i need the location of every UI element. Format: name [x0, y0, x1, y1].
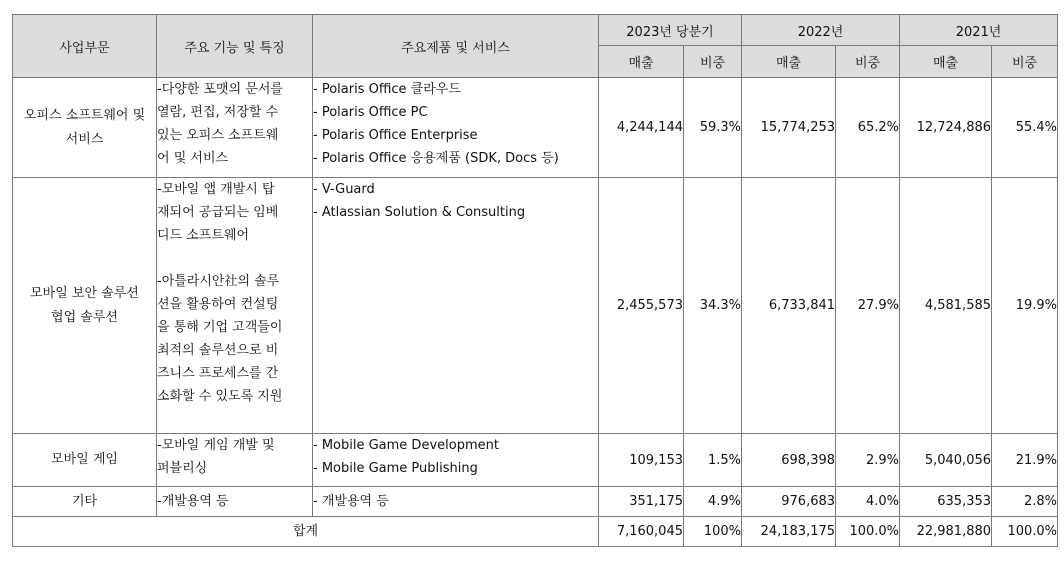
feature-spacer — [157, 247, 312, 270]
feature-line: 최적의 솔루션으로 비 — [157, 343, 279, 358]
sales-2021: 4,581,585 — [900, 178, 992, 434]
header-share-2023: 비중 — [684, 46, 742, 78]
segment-line: 오피스 소프트웨어 및 — [23, 107, 146, 123]
segment-cell: 모바일 게임 — [13, 434, 157, 487]
share-2022: 2.9% — [836, 434, 900, 487]
sales-2021: 635,353 — [900, 487, 992, 517]
total-sales-2021: 22,981,880 — [900, 517, 992, 547]
products-cell — [313, 178, 599, 434]
sales-2021: 12,724,886 — [900, 78, 992, 178]
feature-line: 재되어 공급되는 임베 — [157, 205, 279, 220]
feature-line: 있는 오피스 소프트웨 — [157, 128, 279, 143]
segment-line: 모바일 보안 솔루션 — [30, 285, 139, 301]
features-cell — [157, 78, 313, 178]
share-2021: 21.9% — [992, 434, 1058, 487]
share-2022: 27.9% — [836, 178, 900, 434]
total-share-2022: 100.0% — [836, 517, 900, 547]
products-cell — [313, 78, 599, 178]
features-cell — [157, 178, 313, 434]
share-2023: 34.3% — [684, 178, 742, 434]
share-2021: 19.9% — [992, 178, 1058, 434]
sales-2023: 4,244,144 — [599, 78, 684, 178]
header-2021: 2021년 — [900, 15, 1058, 46]
share-2021: 2.8% — [992, 487, 1058, 517]
share-2023: 1.5% — [684, 434, 742, 487]
segment-line: 협업 솔루션 — [51, 309, 118, 325]
total-label: 합계 — [13, 517, 599, 547]
product-line: - Polaris Office PC — [313, 105, 428, 120]
feature-line: 소화할 수 있도록 지원 — [157, 389, 283, 404]
header-2022: 2022년 — [742, 15, 900, 46]
feature-line: 디드 소프트웨어 — [157, 228, 250, 243]
product-line: - Mobile Game Development — [313, 438, 499, 453]
segment-cell: 기타 — [13, 487, 157, 517]
header-sales-2022: 매출 — [742, 46, 836, 78]
business-segment-table — [12, 14, 1058, 547]
header-products: 주요제품 및 서비스 — [313, 15, 599, 78]
table-row-mobile-game — [13, 434, 1058, 487]
total-share-2023: 100% — [684, 517, 742, 547]
total-share-2021: 100.0% — [992, 517, 1058, 547]
feature-line: -아틀라시안社의 솔루 — [157, 274, 280, 289]
sales-2022: 976,683 — [742, 487, 836, 517]
products-cell — [313, 434, 599, 487]
segment-cell — [13, 178, 157, 434]
header-share-2022: 비중 — [836, 46, 900, 78]
table-row-office — [13, 78, 1058, 178]
product-line: - Polaris Office 응용제품 (SDK, Docs 등) — [313, 151, 559, 166]
feature-line: -모바일 앱 개발시 탑 — [157, 182, 275, 197]
feature-line: -모바일 게임 개발 및 — [157, 438, 275, 453]
total-sales-2022: 24,183,175 — [742, 517, 836, 547]
sales-2023: 109,153 — [599, 434, 684, 487]
product-line: - V-Guard — [313, 182, 375, 197]
header-sales-2021: 매출 — [900, 46, 992, 78]
features-cell: -개발용역 등 — [157, 487, 313, 517]
share-2021: 55.4% — [992, 78, 1058, 178]
sales-2021: 5,040,056 — [900, 434, 992, 487]
feature-line: -다양한 포맷의 문서를 — [157, 82, 283, 97]
sales-2022: 6,733,841 — [742, 178, 836, 434]
feature-line: 열람, 편집, 저장할 수 — [157, 105, 279, 120]
sales-2022: 15,774,253 — [742, 78, 836, 178]
header-features: 주요 기능 및 특징 — [157, 15, 313, 78]
header-2023: 2023년 당분기 — [599, 15, 742, 46]
share-2022: 4.0% — [836, 487, 900, 517]
segment-line: 서비스 — [65, 131, 104, 147]
product-line: - Polaris Office 클라우드 — [313, 82, 461, 97]
table-row-other — [13, 487, 1058, 517]
share-2022: 65.2% — [836, 78, 900, 178]
feature-line: 을 통해 기업 고객들이 — [157, 320, 283, 335]
product-line: - Atlassian Solution & Consulting — [313, 205, 526, 220]
features-cell — [157, 434, 313, 487]
products-cell: - 개발용역 등 — [313, 487, 599, 517]
share-2023: 59.3% — [684, 78, 742, 178]
product-line: - Mobile Game Publishing — [313, 461, 478, 476]
header-share-2021: 비중 — [992, 46, 1058, 78]
table-row-mobile-security — [13, 178, 1058, 434]
product-line: - Polaris Office Enterprise — [313, 128, 478, 143]
feature-line: 어 및 서비스 — [157, 151, 229, 166]
total-sales-2023: 7,160,045 — [599, 517, 684, 547]
header-segment: 사업부문 — [13, 15, 157, 78]
header-sales-2023: 매출 — [599, 46, 684, 78]
table-row-total — [13, 517, 1058, 547]
feature-line: 션을 활용하여 컨설팅 — [157, 297, 279, 312]
sales-2022: 698,398 — [742, 434, 836, 487]
feature-line: 즈니스 프로세스를 간 — [157, 366, 279, 381]
share-2023: 4.9% — [684, 487, 742, 517]
header-row-1 — [13, 15, 1058, 46]
segment-cell — [13, 78, 157, 178]
feature-line: 퍼블리싱 — [157, 461, 208, 476]
sales-2023: 2,455,573 — [599, 178, 684, 434]
sales-2023: 351,175 — [599, 487, 684, 517]
